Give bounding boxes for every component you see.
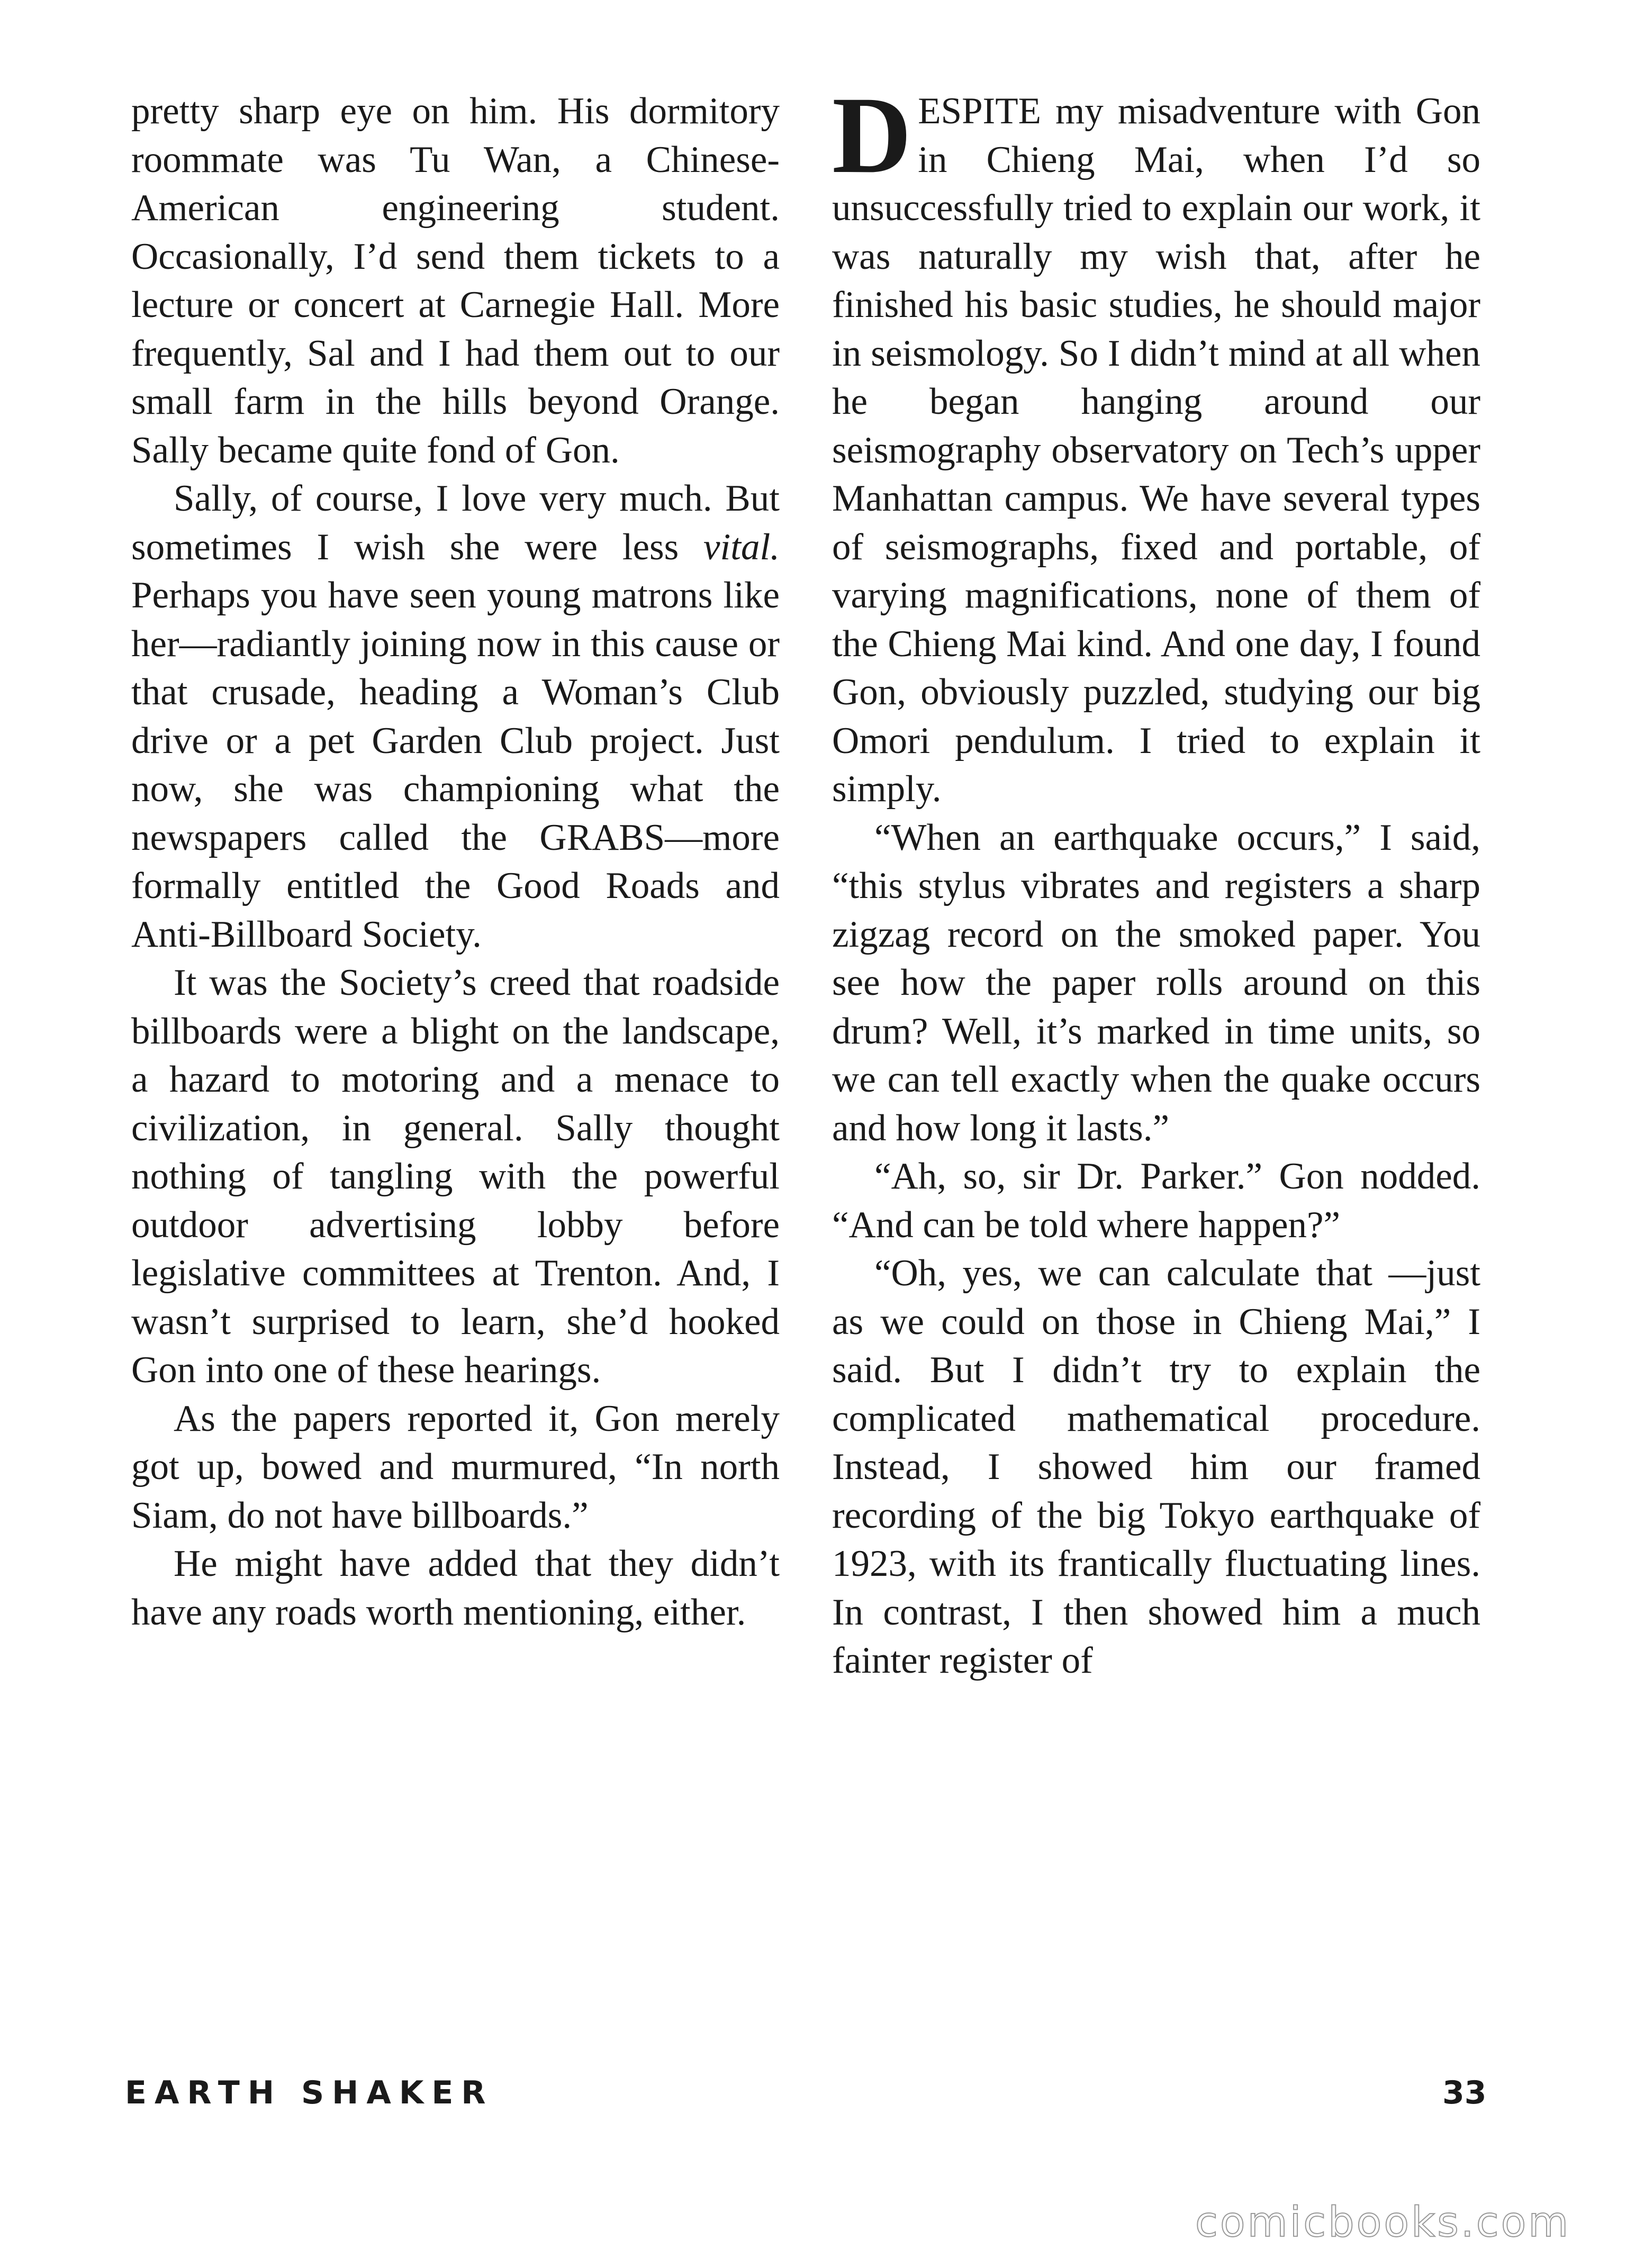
- left-paragraph-2-italic: vital.: [703, 526, 780, 568]
- page-number: 33: [1442, 2074, 1487, 2111]
- running-footer-title: EARTH SHAKER: [125, 2074, 494, 2111]
- right-text-column: [832, 74, 1480, 1685]
- drop-cap: D: [832, 74, 912, 196]
- left-paragraph-1: pretty sharp eye on him. His dormitory roommate was Tu Wan, a Chinese-American engineering student. Occasionally, I’d send them tickets to a lecture or concert at Carnegie Hall. More frequently, Sal and I had them out to our small farm in the hills beyond Orange. Sally became quite fond of Gon.: [131, 90, 780, 471]
- left-paragraph-3: It was the Society’s creed that roadside billboards were a blight on the landscape, a hazard to motoring and a menace to civilization, in general. Sally thought nothing of tangling with the powerful outdoor advertising lobby before legislative committees at Trenton. And, I wasn’t surprised to learn, she’d hooked Gon into one of these hearings.: [131, 962, 780, 1391]
- left-paragraph-2-before: Sally, of course, I love very much. But sometimes I wish she were less: [131, 478, 780, 568]
- left-text-column: [131, 87, 780, 1637]
- right-paragraph-4: “Oh, yes, we can calculate that —just as we could on those in Chieng Mai,” I said. But I didn’t try to explain the complicated mathematical procedure. Instead, I showed him our framed recording of the big Tokyo earthquake of 1923, with its frantically fluctuating lines. In contrast, I then showed him a much fainter register of: [832, 1253, 1480, 1681]
- right-paragraph-1-text: ESPITE my misadventure with Gon in Chieng Mai, when I’d so unsuccessfully tried to explain our work, it was naturally my wish that, after he finished his basic studies, he should major in seismology. So I didn’t mind at all when he began hanging around our seismography observatory on Tech’s upper Manhattan campus. We have several types of seismographs, fixed and portable, of varying magnifications, none of them of the Chieng Mai kind. And one day, I found Gon, obviously puzzled, studying our big Omori pendulum. I tried to explain it simply.: [832, 90, 1480, 810]
- left-paragraph-5: He might have added that they didn’t have any roads worth mentioning, either.: [131, 1543, 780, 1633]
- watermark-logo: comicbooks.com: [1195, 2199, 1571, 2246]
- right-paragraph-1: [832, 74, 1480, 814]
- left-paragraph-2: [131, 475, 780, 959]
- right-paragraph-2: “When an earthquake occurs,” I said, “this stylus vibrates and registers a sharp zigzag record on the smoked paper. You see how the paper rolls around on this drum? Well, it’s marked in time units, so we can tell exactly when the quake occurs and how long it lasts.”: [832, 817, 1480, 1149]
- left-paragraph-4: As the papers reported it, Gon merely got up, bowed and murmured, “In north Siam, do not have billboards.”: [131, 1398, 780, 1536]
- left-paragraph-2-after: Perhaps you have seen young matrons like her—radiantly joining now in this cause or that crusade, heading a Woman’s Club drive or a pet Garden Club project. Just now, she was championing what the newspapers called the GRABS—more formally entitled the Good Roads and Anti-Billboard Society.: [131, 575, 780, 955]
- right-paragraph-3: “Ah, so, sir Dr. Parker.” Gon nodded. “And can be told where happen?”: [832, 1156, 1480, 1246]
